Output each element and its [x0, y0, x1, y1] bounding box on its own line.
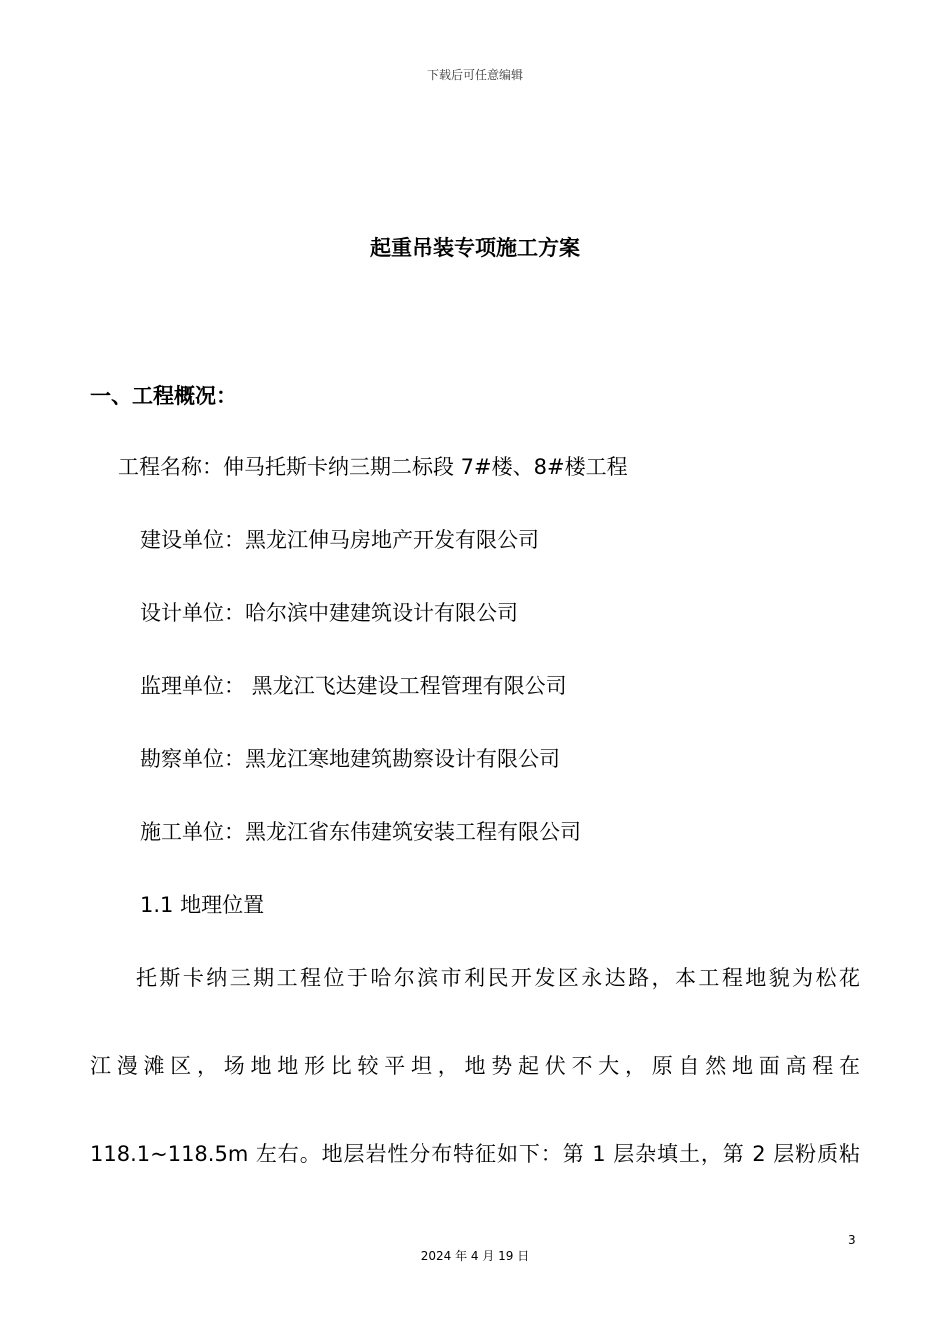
paragraph-line-1: 托斯卡纳三期工程位于哈尔滨市利民开发区永达路，本工程地貌为松花 — [136, 966, 860, 990]
subsection-heading: 1.1 地理位置 — [140, 893, 265, 917]
page-number: 3 — [848, 1233, 856, 1247]
footer-date: 2024 年 4 月 19 日 — [420, 1249, 530, 1263]
project-name-line: 工程名称：伸马托斯卡纳三期二标段 7#楼、8#楼工程 — [118, 455, 628, 479]
designer-line: 设计单位：哈尔滨中建建筑设计有限公司 — [140, 601, 518, 625]
developer-line: 建设单位：黑龙江伸马房地产开发有限公司 — [140, 528, 539, 552]
supervisor-line: 监理单位： 黑龙江飞达建设工程管理有限公司 — [140, 674, 567, 698]
section-heading: 一、工程概况： — [90, 384, 237, 408]
paragraph-line-3: 118.1~118.5m 左右。地层岩性分布特征如下：第 1 层杂填土，第 2 层粉质粘 — [90, 1142, 860, 1166]
header-note: 下载后可任意编辑 — [426, 68, 523, 82]
paragraph-line-2: 江漫滩区，场地地形比较平坦，地势起伏不大，原自然地面高程在 — [90, 1054, 860, 1078]
document-title: 起重吊装专项施工方案 — [370, 236, 580, 260]
surveyor-line: 勘察单位：黑龙江寒地建筑勘察设计有限公司 — [140, 747, 560, 771]
contractor-line: 施工单位：黑龙江省东伟建筑安装工程有限公司 — [140, 820, 581, 844]
